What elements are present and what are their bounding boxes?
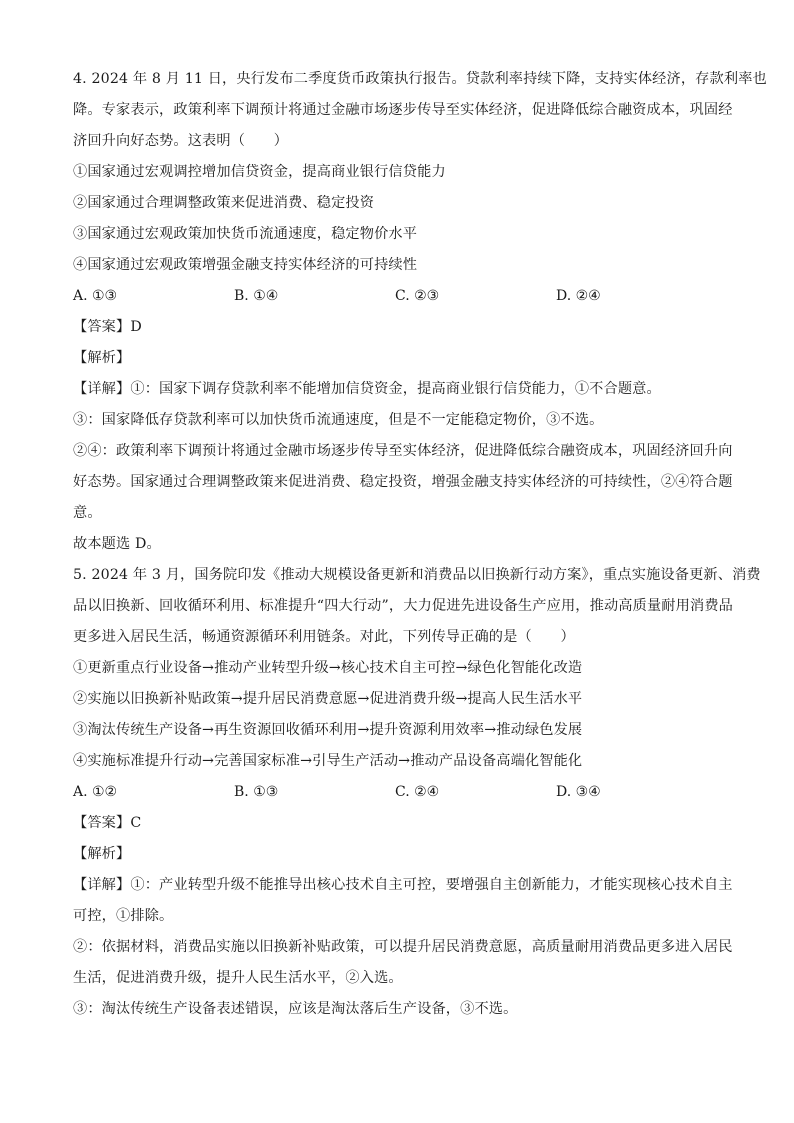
question-4-option-c: C. ②③ bbox=[395, 288, 440, 304]
question-4-statement-1: ①国家通过宏观调控增加信贷资金，提高商业银行信贷能力 bbox=[73, 164, 446, 180]
question-5-stem-line: 更多进入居民生活，畅通资源循环利用链条。对此，下列传导正确的是（ ） bbox=[73, 629, 575, 645]
question-5-detail-line: ③：淘汰传统生产设备表述错误，应该是淘汰落后生产设备，③不选。 bbox=[73, 1001, 518, 1017]
question-5-detail-line: 可控，①排除。 bbox=[73, 908, 174, 924]
question-4-analysis-label: 【解析】 bbox=[73, 350, 131, 366]
question-4-option-b: B. ①④ bbox=[234, 288, 279, 304]
question-4-detail-line: ②④：政策利率下调预计将通过金融市场逐步传导至实体经济，促进降低综合融资成本，巩固经济回升向 bbox=[73, 443, 733, 459]
question-5-statement-4: ④实施标准提升行动→完善国家标准→引导生产活动→推动产品设备高端化智能化 bbox=[73, 753, 583, 769]
question-5-statement-1: ①更新重点行业设备→推动产业转型升级→核心技术自主可控→绿色化智能化改造 bbox=[73, 660, 583, 676]
question-5 bbox=[73, 560, 761, 1025]
question-4-options bbox=[73, 281, 723, 312]
question-5-answer: 【答案】C bbox=[73, 815, 142, 831]
question-4 bbox=[73, 64, 767, 560]
question-4-detail-line: ③：国家降低存贷款利率可以加快货币流通速度，但是不一定能稳定物价，③不选。 bbox=[73, 412, 604, 428]
question-5-option-b: B. ①③ bbox=[234, 784, 279, 800]
question-4-detail-line: 意。 bbox=[73, 505, 102, 521]
question-5-analysis-label: 【解析】 bbox=[73, 846, 131, 862]
question-5-statement-3: ③淘汰传统生产设备→再生资源回收循环利用→提升资源利用效率→推动绿色发展 bbox=[73, 722, 583, 738]
question-4-stem-line: 降。专家表示，政策利率下调预计将通过金融市场逐步传导至实体经济，促进降低综合融资成本，巩固经 bbox=[73, 102, 733, 118]
question-4-answer: 【答案】D bbox=[73, 319, 142, 335]
question-4-statement-2: ②国家通过合理调整政策来促进消费、稳定投资 bbox=[73, 195, 375, 211]
question-4-detail-line: 【详解】①：国家下调存贷款利率不能增加信贷资金，提高商业银行信贷能力，①不合题意。 bbox=[73, 381, 661, 397]
question-4-option-d: D. ②④ bbox=[556, 288, 601, 304]
question-5-option-c: C. ②④ bbox=[395, 784, 440, 800]
question-5-detail-line: 【详解】①：产业转型升级不能推导出核心技术自主可控，要增强自主创新能力，才能实现核心技术自主 bbox=[73, 877, 733, 893]
page-content bbox=[73, 64, 767, 1025]
question-4-stem-line: 4. 2024 年 8 月 11 日，央行发布二季度货币政策执行报告。贷款利率持续下降，支持实体经济，存款利率也 bbox=[73, 71, 767, 87]
question-5-option-d: D. ③④ bbox=[556, 784, 601, 800]
question-5-detail-line: 生活，促进消费升级，提升人民生活水平，②入选。 bbox=[73, 970, 403, 986]
question-5-stem-line: 5. 2024 年 3 月，国务院印发《推动大规模设备更新和消费品以旧换新行动方案》，重点实施设备更新、消费 bbox=[73, 567, 761, 583]
question-4-statement-3: ③国家通过宏观政策加快货币流通速度，稳定物价水平 bbox=[73, 226, 418, 242]
question-4-option-a: A. ①③ bbox=[73, 288, 118, 304]
question-5-option-a: A. ①② bbox=[73, 784, 118, 800]
question-5-statement-2: ②实施以旧换新补贴政策→提升居民消费意愿→促进消费升级→提高人民生活水平 bbox=[73, 691, 583, 707]
question-4-detail-line: 好态势。国家通过合理调整政策来促进消费、稳定投资，增强金融支持实体经济的可持续性，②④符合题 bbox=[73, 474, 733, 490]
question-5-stem-line: 品以旧换新、回收循环利用、标准提升“四大行动”，大力促进先进设备生产应用，推动高质量耐用消费品 bbox=[73, 598, 733, 614]
question-4-statement-4: ④国家通过宏观政策增强金融支持实体经济的可持续性 bbox=[73, 257, 418, 273]
question-5-options bbox=[73, 777, 723, 808]
question-4-conclusion: 故本题选 D。 bbox=[73, 536, 161, 552]
question-5-detail-line: ②：依据材料，消费品实施以旧换新补贴政策，可以提升居民消费意愿，高质量耐用消费品更多进入居民 bbox=[73, 939, 733, 955]
question-4-stem-line: 济回升向好态势。这表明（ ） bbox=[73, 133, 289, 149]
